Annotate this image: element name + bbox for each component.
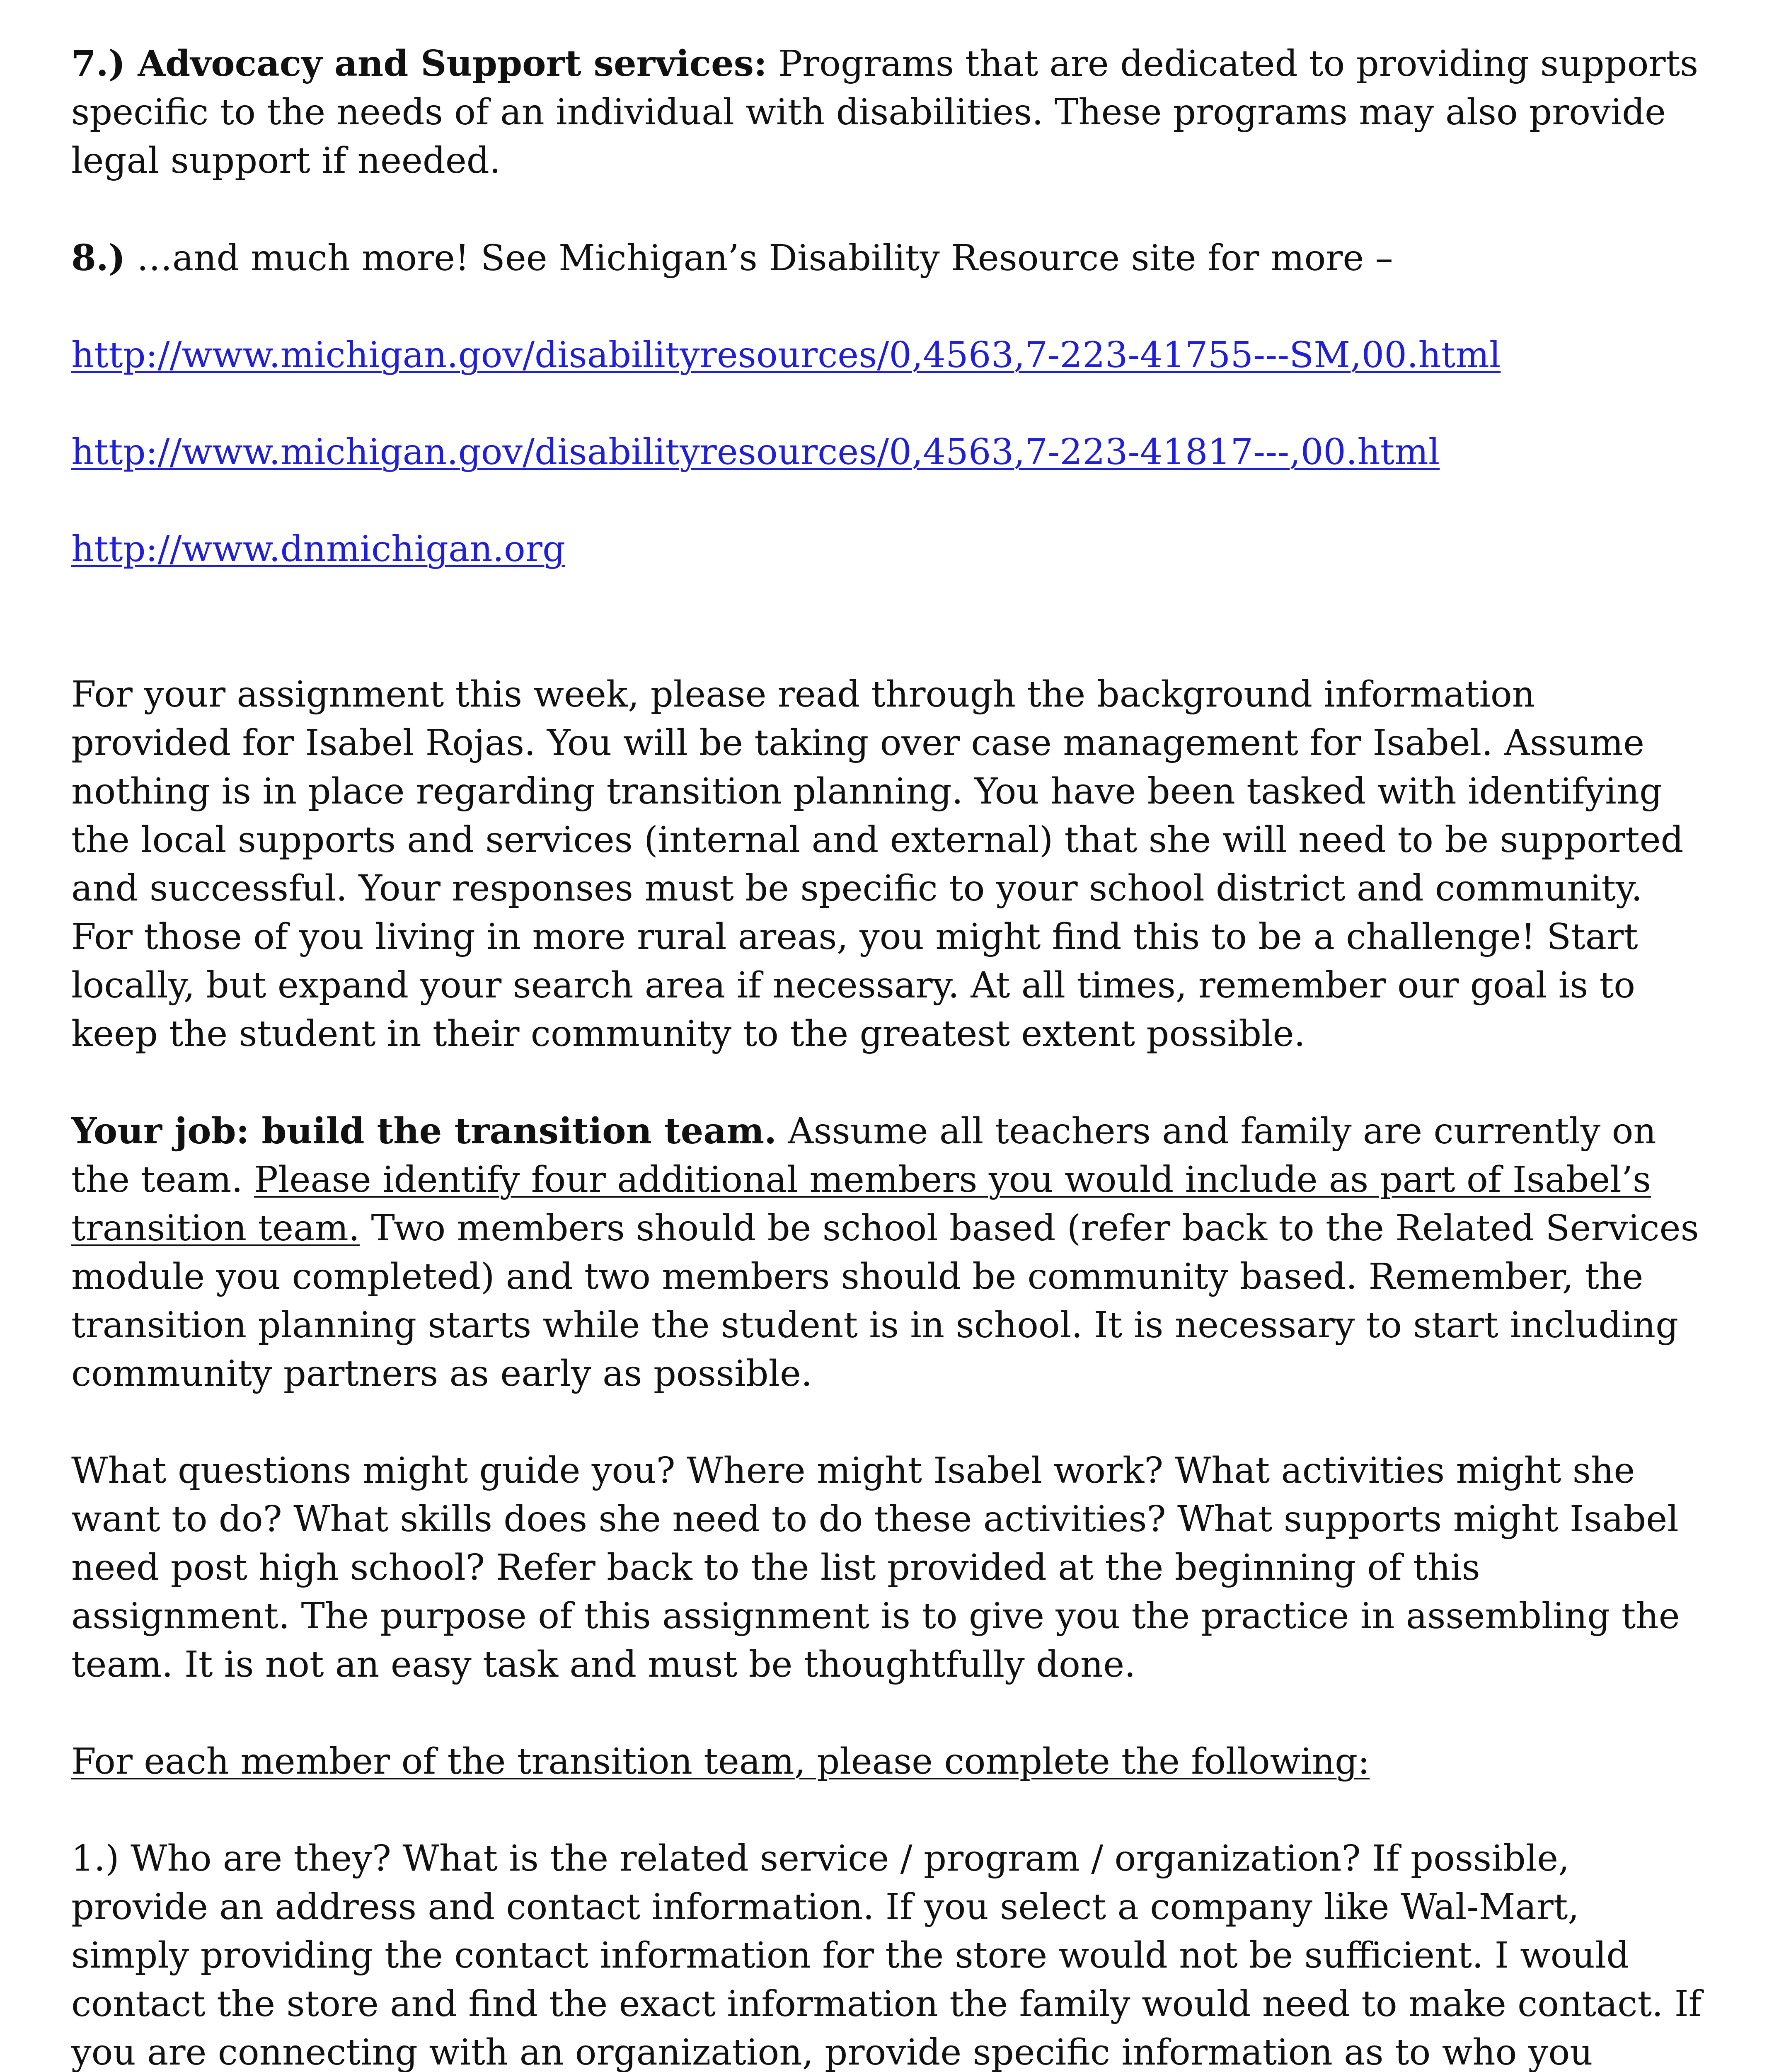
assignment-intro-paragraph: For your assignment this week, please read through the background information provided for Isabel Rojas. You will be taking over case management for Isabel. Assume nothing is in place regarding transition planning. You have been tasked with identifying the local supports and services (internal and external) that she will need to be supported and successful. Your responses must be specific to your school district and community. For those of you living in more rural areas, you might find this to be a challenge! Start locally, but expand your search area if necessary. At all times, remember our goal is to keep the student in their community to the greatest extent possible.: [71, 674, 1684, 1055]
job-label: Your job: build the transition team.: [71, 1110, 777, 1152]
for-each-heading-text: For each member of the transition team, please complete the following:: [71, 1741, 1370, 1782]
job-paragraph: [71, 1107, 1704, 1398]
link-paragraph-1: [71, 331, 1704, 380]
dnmichigan-link[interactable]: http://www.dnmichigan.org: [71, 528, 565, 570]
guiding-questions-paragraph: What questions might guide you? Where might Isabel work? What activities might she want to do? What skills does she need to do these activities? What supports might Isabel need post high school? Refer back to the list provided at the beginning of this assignment. The purpose of this assignment is to give you the practice in assembling the team. It is not an easy task and must be thoughtfully done.: [71, 1450, 1680, 1685]
document-page: [71, 39, 1704, 2072]
link-paragraph-3: [71, 525, 1704, 574]
disability-resources-link-1[interactable]: http://www.michigan.gov/disabilityresources/0,4563,7-223-41755---SM,00.html: [71, 334, 1501, 376]
job-text-2: Two members should be school based (refer back to the Related Services module you completed) and two members should be community based. Remember, the transition planning starts while the student is in school. It is necessary to start including community partners as early as possible.: [71, 1208, 1699, 1394]
for-each-heading: [71, 1738, 1704, 1786]
step-1-paragraph: 1.) Who are they? What is the related service / program / organization? If possible, provide an address and contact information. If you select a company like Wal-Mart, simply providing the contact information for the store would not be sufficient. I would contact the store and find the exact information the family would need to make contact. If you are connecting with an organization, provide specific information as to who you: [71, 1838, 1702, 2072]
item-8-paragraph: [71, 234, 1704, 283]
item-8-label: 8.): [71, 237, 126, 279]
job-underlined-text: Please identify four additional members you would include as part of Isabel’s transition team.: [71, 1159, 1651, 1249]
job-text-1: Assume all teachers and family are currently on the team.: [71, 1111, 1656, 1201]
link-paragraph-2: [71, 428, 1704, 477]
item-7-label: 7.) Advocacy and Support services:: [71, 43, 767, 85]
item-7-paragraph: [71, 39, 1704, 185]
item-7-text: Programs that are dedicated to providing supports specific to the needs of an individual with disabilities. These programs may also provide legal support if needed.: [71, 43, 1699, 182]
disability-resources-link-2[interactable]: http://www.michigan.gov/disabilityresources/0,4563,7-223-41817---,00.html: [71, 431, 1440, 473]
item-8-text: …and much more! See Michigan’s Disability Resource site for more –: [125, 237, 1393, 279]
